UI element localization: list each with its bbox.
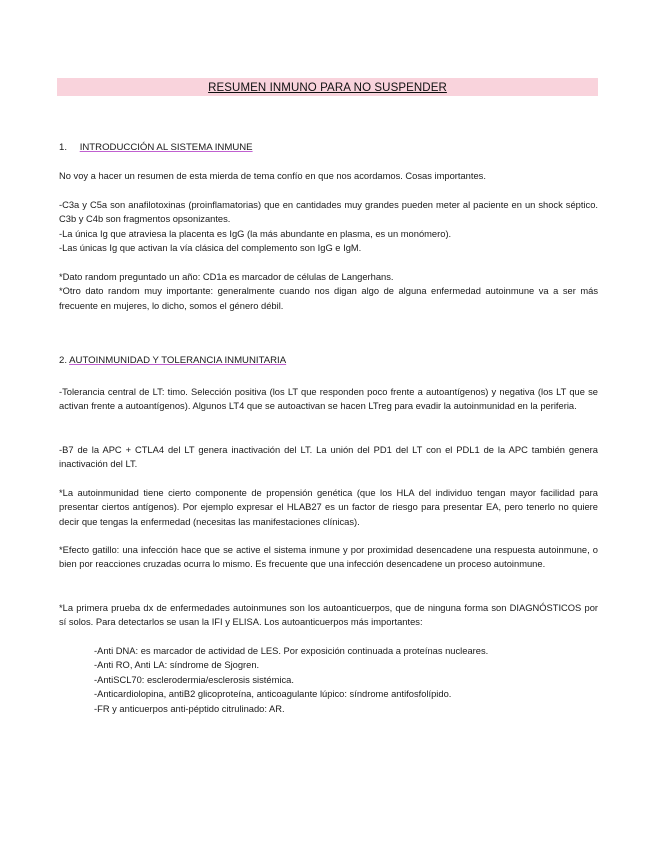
section-1-intro — [59, 169, 598, 183]
central-tolerance-text: -Tolerancia central de LT: timo. Selección positiva (los LT que responden poco frente a autoantígenos) y negativa (los LT que se activan frente a autoantígenos). Algunos LT4 que se autoactivan se hacen LTreg para evadir la autoinmunidad en la periferia. — [59, 387, 598, 412]
document-title: RESUMEN INMUNO PARA NO SUSPENDER — [208, 82, 447, 94]
note-cd1a: *Dato random preguntado un año: CD1a es marcador de células de Langerhans. — [59, 272, 394, 282]
autoantibodies-text: *La primera prueba dx de enfermedades autoinmunes son los autoanticuerpos, que de ninguna forma son DIAGNÓSTICOS por sí solos. Para detectarlos se usan la IFI y ELISA. Los autoanticuerpos más importantes: — [59, 603, 598, 628]
point-complement: -C3a y C5a son anafilotoxinas (proinflamatorias) que en cantidades muy grandes pueden meter al paciente en un shock séptico. C3b y C4b son fragmentos opsonizantes. — [59, 200, 598, 225]
b7-ctla4-text: -B7 de la APC + CTLA4 del LT genera inactivación del LT. La unión del PD1 del LT con el PDL1 de la APC también genera inactivación del LT. — [59, 445, 598, 470]
point-igg-placenta: -La única Ig que atraviesa la placenta es IgG (la más abundante en plasma, es un monómero). — [59, 228, 452, 239]
section-1-heading — [59, 142, 253, 154]
list-item: -FR y anticuerpos anti-péptido citrulinado: AR. — [94, 703, 285, 714]
section-1-points — [59, 198, 598, 256]
paragraph-autoantibodies — [59, 601, 598, 630]
paragraph-central-tolerance — [59, 385, 598, 414]
list-item: -Anticardiolopina, antiB2 glicoproteína, anticoagulante lúpico: síndrome antifosfolípido. — [94, 689, 452, 700]
section-2-number: 2. — [59, 355, 68, 366]
section-1-number: 1. — [59, 142, 68, 153]
paragraph-trigger — [59, 543, 598, 572]
intro-paragraph: No voy a hacer un resumen de esta mierda de tema confío en que nos acordamos. Cosas importantes. — [59, 171, 486, 181]
paragraph-b7-ctla4 — [59, 443, 598, 472]
genetic-text: *La autoinmunidad tiene cierto componente de propensión genética (que los HLA del individuo tengan mayor facilidad para presentar ciertos antígenos). Por ejemplo expresar el HLAB27 es un factor de riesgo para presentar EA, pero tenerlo no quiere decir que tengas la enfermedad (necesitas las manifestaciones clínicas). — [59, 488, 598, 527]
list-item: -AntiSCL70: esclerodermia/esclerosis sistémica. — [94, 674, 294, 685]
section-2-title: AUTOINMUNIDAD Y TOLERANCIA INMUNITARIA — [69, 355, 287, 366]
section-1-title: INTRODUCCIÓN AL SISTEMA INMUNE — [79, 142, 253, 153]
autoantibody-list — [94, 644, 598, 716]
section-1-notes — [59, 270, 598, 313]
list-item: -Anti DNA: es marcador de actividad de LES. Por exposición continuada a proteínas nucleares. — [94, 646, 489, 656]
note-women: *Otro dato random muy importante: generalmente cuando nos digan algo de alguna enfermedad autoinmune va a ser más frecuente en mujeres, lo dicho, somos el género débil. — [59, 286, 598, 311]
section-2-heading — [59, 355, 286, 367]
point-classic-pathway: -Las únicas Ig que activan la vía clásica del complemento son IgG e IgM. — [59, 243, 362, 254]
paragraph-genetic — [59, 486, 598, 529]
list-item: -Anti RO, Anti LA: síndrome de Sjogren. — [94, 660, 260, 671]
trigger-text: *Efecto gatillo: una infección hace que se active el sistema inmune y por proximidad desencadene una respuesta autoinmune, o bien por reacciones cruzadas ocurra lo mismo. Es frecuente que una infección desencadene un proceso autoinmune. — [59, 545, 598, 570]
title-band — [57, 78, 598, 96]
